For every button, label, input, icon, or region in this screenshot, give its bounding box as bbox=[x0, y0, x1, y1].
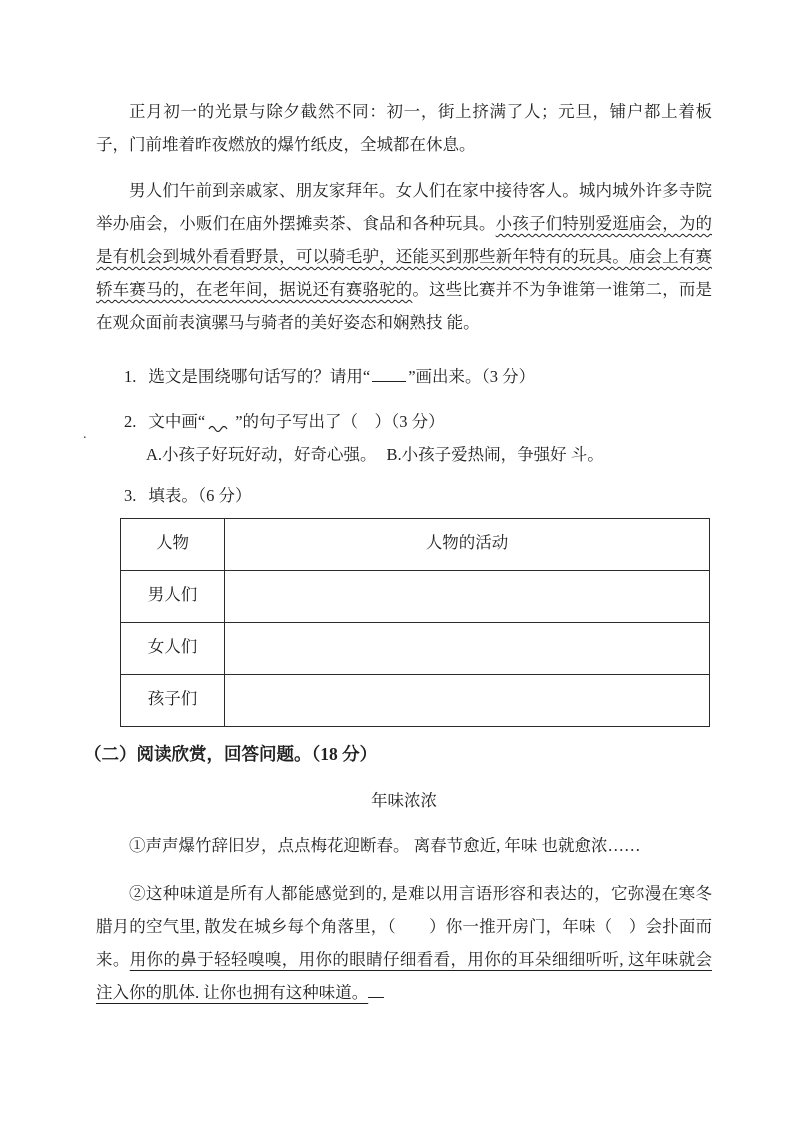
question-1-text-post: ”画出来。（3 分） bbox=[408, 367, 536, 386]
question-1-text-pre: 选文是围绕哪句话写的？请用“ bbox=[148, 367, 371, 386]
question-2-options bbox=[146, 438, 712, 471]
wavy-line-symbol bbox=[208, 423, 232, 433]
table-header-row bbox=[121, 519, 710, 571]
table-answer-cell-children bbox=[225, 675, 710, 727]
passage1-wavy-underlined-sentence: 小孩子们特别爱逛庙会，为的是有机会到城外看看野景，可以骑毛驴，还能买到那些新年特有的玩具。庙会上有赛轿车赛马的，在老年间，据说还有赛骆驼的 bbox=[96, 214, 713, 299]
question-3-number: 3. bbox=[124, 486, 137, 505]
option-a: A.小孩子好玩好动，好奇心强。 bbox=[146, 445, 377, 464]
passage2-paragraph2-text: ②这种味道是所有人都能感觉到的, 是难以用言语形容和表达的，它弥漫在寒冬腊月的空气里, 散发在城乡每个角落里，（ ）你一推开房门，年味（ ）会扑面而来。 bbox=[96, 884, 712, 969]
passage2-underlined-sentence: 用你的鼻于轻轻嗅嗅，用你的眼睛仔细看看，用你的耳朵细细听听, 这年味就会注入你的肌体. 让你也拥有这种味道。 bbox=[96, 950, 713, 1002]
question-2-text-post: ”的句子写出了（ ）（3 分） bbox=[235, 412, 445, 431]
straight-line-symbol bbox=[372, 365, 406, 382]
option-b: B.小孩子爱热闹，争强好 斗。 bbox=[386, 445, 604, 464]
table-row-label-men: 男人们 bbox=[121, 571, 225, 623]
table-row bbox=[121, 571, 710, 623]
question-3 bbox=[124, 479, 712, 512]
stray-dot-mark: . bbox=[83, 427, 87, 442]
table-row-label-children: 孩子们 bbox=[121, 675, 225, 727]
question-2-number: 2. bbox=[124, 412, 137, 431]
passage2-paragraph1: ①声声爆竹辞旧岁，点点梅花迎断春。 离春节愈近, 年味 也就愈浓…… bbox=[129, 836, 641, 855]
question-1 bbox=[124, 360, 712, 393]
passage1-paragraph1: 正月初一的光景与除夕截然不同：初一，街上挤满了人；元旦，铺户都上着板子，门前堆着昨夜燃放的爆竹纸皮，全城都在休息。 bbox=[96, 102, 712, 154]
table-row bbox=[121, 675, 710, 727]
underline-tail bbox=[368, 982, 384, 998]
passage2-paragraph2 bbox=[96, 877, 712, 1009]
table-answer-cell-men bbox=[225, 571, 710, 623]
table-answer-cell-women bbox=[225, 623, 710, 675]
table-header-activity: 人物的活动 bbox=[225, 519, 710, 571]
fill-in-table bbox=[120, 518, 710, 727]
question-2 bbox=[124, 405, 712, 438]
passage1-paragraph2-text-end: 。这些比赛并不为争谁第一谁第二，而是在观众面前表演骡马与骑者的美好姿态和娴熟技 能。 bbox=[96, 280, 713, 332]
table-row bbox=[121, 623, 710, 675]
passage1-paragraph2-text: 男人们午前到亲戚家、朋友家拜年。女人们在家中接待客人。城内城外许多寺院举办庙会，小贩们在庙外摆摊卖茶、食品和各种玩具。 bbox=[96, 181, 712, 233]
question-3-text: 填表。（6 分） bbox=[148, 486, 252, 505]
passage2-title: 年味浓浓 bbox=[371, 791, 437, 810]
question-1-number: 1. bbox=[124, 367, 137, 386]
section-2-heading: （二）阅读欣赏，回答问题。（18 分） bbox=[84, 744, 378, 764]
table-row-label-women: 女人们 bbox=[121, 623, 225, 675]
table-header-person: 人物 bbox=[121, 519, 225, 571]
question-2-text-pre: 文中画“ bbox=[148, 412, 206, 431]
passage1-paragraph2 bbox=[96, 174, 712, 339]
